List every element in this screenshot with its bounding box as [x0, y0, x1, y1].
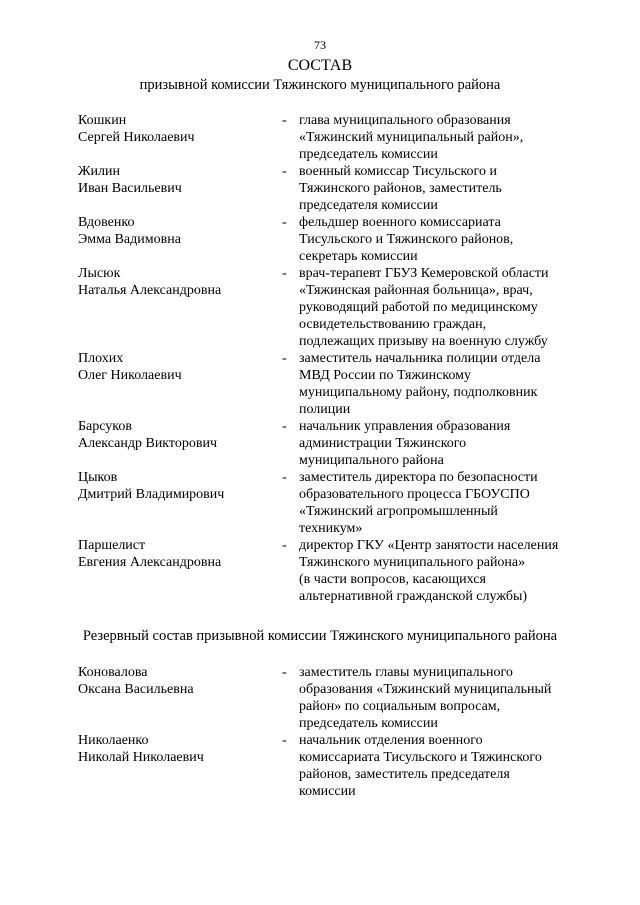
member-given-name: Иван Васильевич	[78, 181, 182, 196]
role-line: комиссии	[299, 784, 356, 799]
member-dash: -	[282, 113, 287, 128]
member-role	[299, 732, 599, 800]
role-line: муниципального района	[299, 453, 444, 468]
role-line: секретарь комиссии	[299, 249, 418, 264]
role-line: муниципальному району, подполковник	[299, 385, 538, 400]
member-entry	[78, 469, 598, 537]
member-name	[78, 418, 282, 469]
member-surname: Вдовенко	[78, 215, 135, 230]
member-name	[78, 163, 282, 214]
role-line: военный комиссар Тисульского и	[299, 164, 497, 179]
member-surname: Плохих	[78, 351, 124, 366]
reserve-member-entry	[78, 732, 598, 800]
member-name	[78, 664, 282, 732]
member-entry	[78, 350, 598, 418]
role-line: техникум»	[299, 521, 363, 536]
member-name	[78, 732, 282, 800]
member-given-name: Наталья Александровна	[78, 283, 222, 298]
member-name	[78, 469, 282, 537]
member-given-name: Александр Викторович	[78, 436, 218, 451]
member-dash: -	[282, 419, 287, 434]
role-line: глава муниципального образования	[299, 113, 511, 128]
page-number: 73	[314, 38, 326, 52]
role-line: заместитель начальника полиции отдела	[299, 351, 541, 366]
role-line: начальник отделения военного	[299, 733, 483, 748]
member-surname: Николаенко	[78, 733, 149, 748]
member-given-name: Оксана Васильевна	[78, 682, 194, 697]
member-given-name: Эмма Вадимовна	[78, 232, 181, 247]
member-surname: Барсуков	[78, 419, 132, 434]
member-role	[299, 112, 599, 163]
role-line: «Тяжинская районная больница», врач,	[299, 283, 533, 298]
member-entry	[78, 214, 598, 265]
member-entry	[78, 163, 598, 214]
member-given-name: Николай Николаевич	[78, 750, 204, 765]
role-line: руководящий работой по медицинскому	[299, 300, 538, 315]
member-surname: Коновалова	[78, 665, 148, 680]
member-name	[78, 265, 282, 350]
role-line: освидетельствованию граждан,	[299, 317, 487, 332]
member-given-name: Дмитрий Владимирович	[78, 487, 225, 502]
member-entry	[78, 418, 598, 469]
member-entry	[78, 537, 598, 605]
role-line: председатель комиссии	[299, 147, 438, 162]
member-surname: Лысюк	[78, 266, 121, 281]
member-surname: Паршелист	[78, 538, 146, 553]
role-line: район» по социальным вопросам,	[299, 699, 501, 714]
role-line: комиссариата Тисульского и Тяжинского	[299, 750, 542, 765]
role-line: образовательного процесса ГБОУСПО	[299, 487, 530, 502]
main-members-list	[78, 112, 598, 605]
document-subtitle: призывной комиссии Тяжинского муниципального района	[139, 77, 501, 93]
role-line: МВД России по Тяжинскому	[299, 368, 472, 383]
role-line: «Тяжинский агропромышленный	[299, 504, 498, 519]
member-dash: -	[282, 215, 287, 230]
member-given-name: Олег Николаевич	[78, 368, 182, 383]
role-line: директор ГКУ «Центр занятости населения	[299, 538, 559, 553]
member-role	[299, 418, 599, 469]
member-role	[299, 537, 599, 605]
member-surname: Жилин	[78, 164, 121, 179]
member-entry	[78, 112, 598, 163]
member-role	[299, 265, 599, 350]
member-dash: -	[282, 351, 287, 366]
reserve-heading: Резервный состав призывной комиссии Тяжинского муниципального района	[82, 628, 558, 644]
role-line: заместитель директора по безопасности	[299, 470, 538, 485]
role-line: администрации Тяжинского	[299, 436, 467, 451]
role-line: «Тяжинский муниципальный район»,	[299, 130, 524, 145]
member-role	[299, 214, 599, 265]
reserve-members-list	[78, 664, 598, 800]
member-name	[78, 350, 282, 418]
member-dash: -	[282, 266, 287, 281]
member-given-name: Сергей Николаевич	[78, 130, 195, 145]
member-name	[78, 214, 282, 265]
member-dash: -	[282, 665, 287, 680]
role-line: Тисульского и Тяжинского районов,	[299, 232, 514, 247]
role-line: альтернативной гражданской службы)	[299, 589, 528, 604]
role-line: заместитель главы муниципального	[299, 665, 513, 680]
role-line: фельдшер военного комиссариата	[299, 215, 501, 230]
role-line: председателя комиссии	[299, 198, 438, 213]
member-role	[299, 469, 599, 537]
role-line: председатель комиссии	[299, 716, 438, 731]
role-line: врач-терапевт ГБУЗ Кемеровской области	[299, 266, 549, 281]
role-line: районов, заместитель председателя	[299, 767, 510, 782]
role-line: (в части вопросов, касающихся	[299, 572, 486, 587]
role-line: начальник управления образования	[299, 419, 511, 434]
member-dash: -	[282, 164, 287, 179]
reserve-member-entry	[78, 664, 598, 732]
member-name	[78, 112, 282, 163]
member-dash: -	[282, 733, 287, 748]
member-entry	[78, 265, 598, 350]
role-line: подлежащих призыву на военную службу	[299, 334, 548, 349]
member-role	[299, 664, 599, 732]
member-surname: Кошкин	[78, 113, 127, 128]
member-dash: -	[282, 538, 287, 553]
member-name	[78, 537, 282, 605]
document-title: СОСТАВ	[287, 57, 353, 74]
role-line: полиции	[299, 402, 351, 417]
member-surname: Цыков	[78, 470, 118, 485]
role-line: Тяжинского муниципального района»	[299, 555, 526, 570]
member-role	[299, 163, 599, 214]
member-given-name: Евгения Александровна	[78, 555, 222, 570]
member-dash: -	[282, 470, 287, 485]
role-line: Тяжинского районов, заместитель	[299, 181, 502, 196]
role-line: образования «Тяжинский муниципальный	[299, 682, 552, 697]
member-role	[299, 350, 599, 418]
